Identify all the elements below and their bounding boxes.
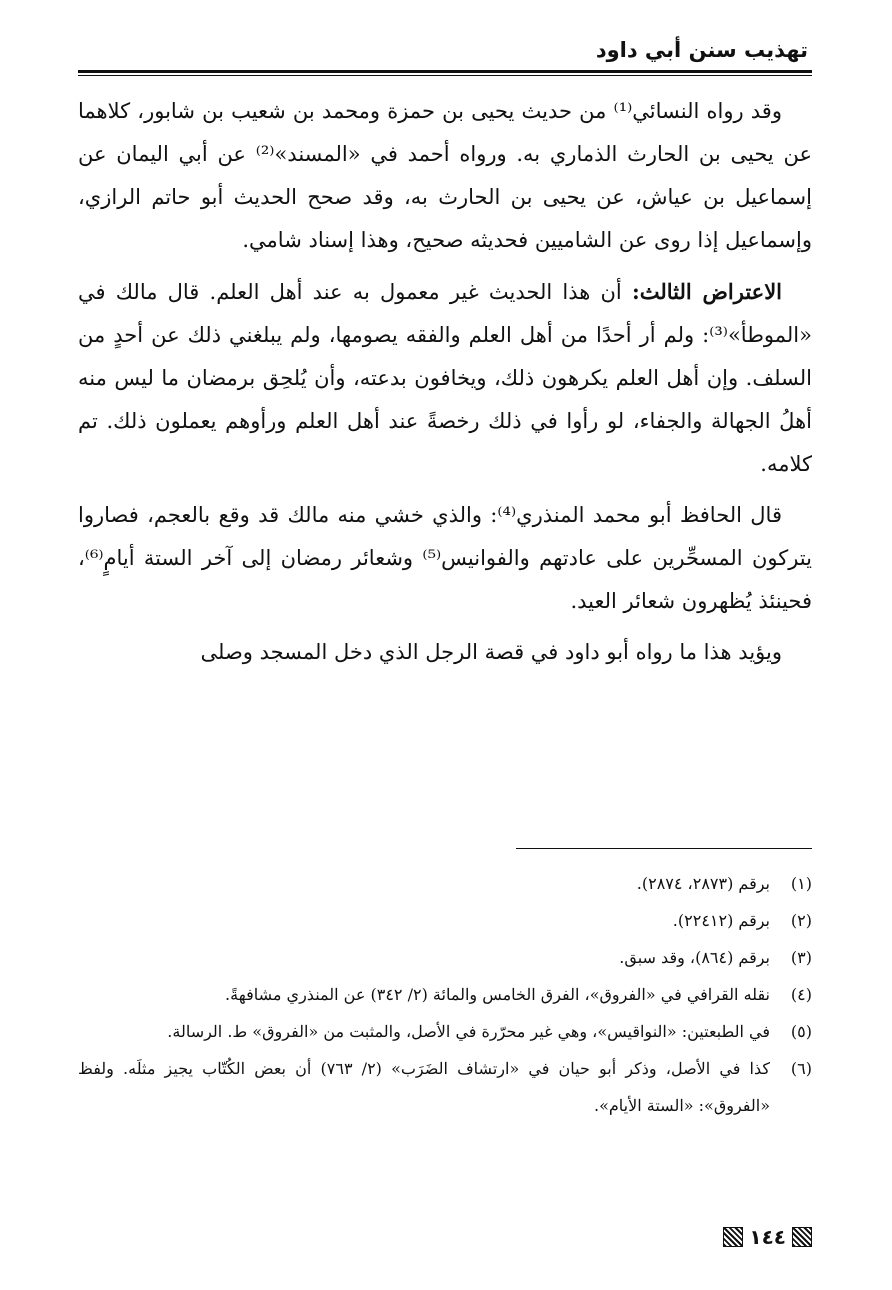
objection-heading: الاعتراض الثالث: [631,279,782,304]
footnote-number: (١) [790,874,812,893]
footnote-item [78,939,812,976]
ornament-icon [723,1227,743,1247]
footnote-item [78,1050,812,1124]
footnote-number: (٥) [790,1022,812,1041]
footnote-item [78,865,812,902]
main-text [78,90,812,682]
footnote-item [78,1013,812,1050]
paragraph-2 [78,270,812,486]
footnote-text: برقم (٢٢٤١٢). [672,911,770,930]
footnote-text: كذا في الأصل، وذكر أبو حيان في «ارتشاف الضَرَب» (٢/ ٧٦٣) أن بعض الكُتّاب يجيز مثلَه. ولفظ «الفروق»: «الستة الأيام». [78,1059,770,1115]
running-header-title: تهذيب سنن أبي داود [595,38,808,62]
footnote-text: برقم (٨٦٤)، وقد سبق. [619,948,770,967]
footnote-item [78,902,812,939]
page-number: ١٤٤ [749,1225,786,1249]
paragraph-3: قال الحافظ أبو محمد المنذري⁽⁴⁾: والذي خشي منه مالك قد وقع بالعجم، فصاروا يتركون المسحِّرين على عادتهم والفوانيس⁽⁵⁾ وشعائر رمضان إلى آخر الستة أيامٍ⁽⁶⁾، فحينئذ يُظهرون شعائر العيد. [78,503,812,613]
footnote-text: نقله القرافي في «الفروق»، الفرق الخامس والمائة (٢/ ٣٤٢) عن المنذري مشافهةً. [225,985,770,1004]
footnotes [78,865,812,1124]
footnote-number: (٣) [790,948,812,967]
paragraph-2-text: أن هذا الحديث غير معمول به عند أهل العلم. قال مالك في «الموطأ»⁽³⁾: ولم أر أحدًا من أهل العلم والفقه يصومها، ولم يبلغني ذلك عن أحدٍ من السلف. وإن أهل العلم يكرهون ذلك، ويخافون بدعته، وأن يُلحِق برمضان ما ليس منه أهلُ الجهالة والجفاء، لو رأوا في ذلك رخصةً عند أهل العلم ورأوهم يعملون ذلك. تم كلامه. [78,280,812,476]
footnote-item [78,976,812,1013]
header-rule-thick [78,70,812,73]
footnote-separator [516,848,812,849]
header-rule-thin [78,75,812,76]
paragraph-1: وقد رواه النسائي⁽¹⁾ من حديث يحيى بن حمزة ومحمد بن شعيب بن شابور، كلاهما عن يحيى بن الحارث الذماري به. ورواه أحمد في «المسند»⁽²⁾ عن أبي اليمان عن إسماعيل بن عياش، عن يحيى بن الحارث به، وقد صحح الحديث أبو حاتم الرازي، وإسماعيل إذا روى عن الشاميين فحديثه صحيح، وهذا إسناد شامي. [78,99,812,252]
paragraph-4: ويؤيد هذا ما رواه أبو داود في قصة الرجل الذي دخل المسجد وصلى [200,640,782,664]
footnote-number: (٢) [790,911,812,930]
ornament-icon [792,1227,812,1247]
page-number-block [723,1225,812,1249]
footnote-text: برقم (٢٨٧٣، ٢٨٧٤). [636,874,770,893]
footnote-text: في الطبعتين: «النواقيس»، وهي غير محرّرة في الأصل، والمثبت من «الفروق» ط. الرسالة. [167,1022,770,1041]
footnote-number: (٦) [790,1059,812,1078]
footnote-number: (٤) [790,985,812,1004]
